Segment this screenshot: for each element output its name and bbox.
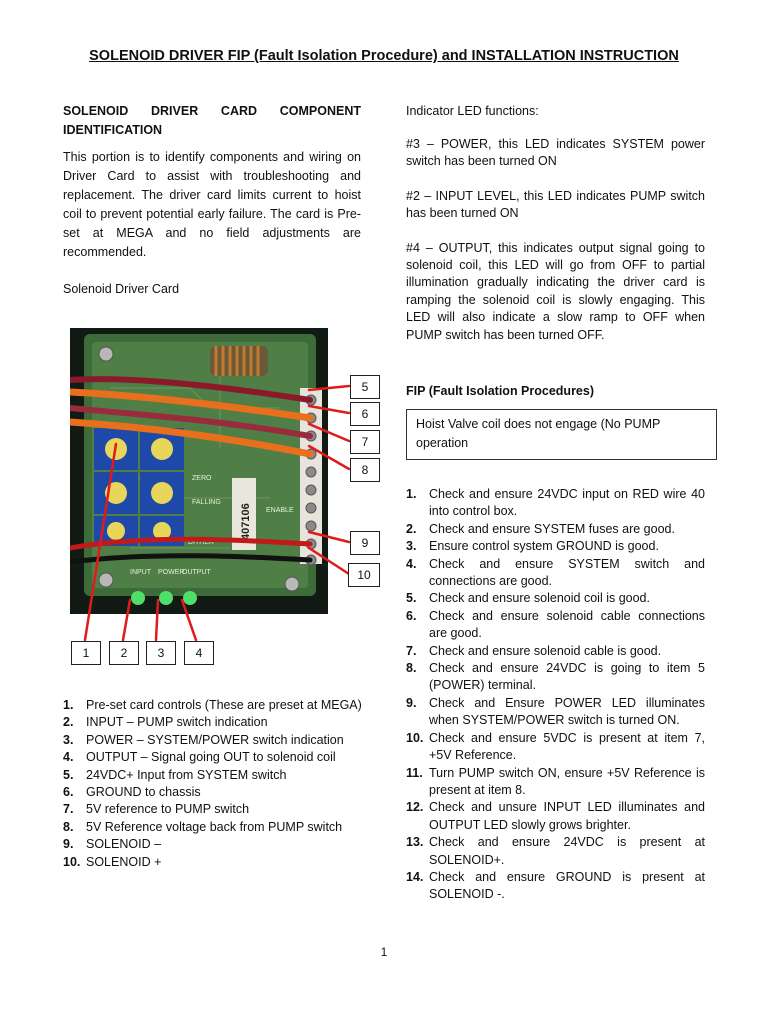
driver-card-figure <box>60 320 378 668</box>
figure-label: Solenoid Driver Card <box>63 282 180 296</box>
intro-paragraph: This portion is to identify components and wiring on Driver Card to assist with troubleshooting and replacement. The driver card limits current to hoist coil to prevent potential early failure. The card is Pre-set at MEGA and no field adjustments are recommended. <box>63 150 361 259</box>
list-item: 7. 5V reference to PUMP switch <box>63 802 250 817</box>
list-item: 10. Check and ensure 5VDC is present at item 7, +5V Reference. <box>406 730 705 763</box>
board-power-label: POWER <box>158 569 185 576</box>
list-item: 1. Check and ensure 24VDC input on RED wire 40 into control box. <box>406 487 705 519</box>
board-input-label: INPUT <box>130 569 151 576</box>
list-item: 8. Check and ensure 24VDC is going to item 5 (POWER) terminal. <box>406 661 705 693</box>
board-dither-label: DITHER <box>188 539 215 546</box>
list-item: 3. POWER – SYSTEM/POWER switch indication <box>63 732 344 747</box>
list-item: 4. Check and ensure SYSTEM switch and connections are good. <box>406 556 705 589</box>
driver-card-photo <box>70 328 328 614</box>
fault-condition-box: Hoist Valve coil does not engage (No PUMP operation <box>406 409 717 460</box>
list-item: 5. 24VDC+ Input from SYSTEM switch <box>63 767 287 782</box>
led-output-text: #4 – OUTPUT, this indicates output signal going to solenoid coil, this LED will go from OFF to partial illumination gradually indicating the driver card is ramping the solenoid coil is slowly engaging. This LED will also indicate a slow ramp to OFF when PUMP switch has been turned OFF. <box>406 240 705 342</box>
led-heading: Indicator LED functions: <box>406 104 539 118</box>
fip-heading: FIP (Fault Isolation Procedures) <box>406 384 594 399</box>
board-output-label: OUTPUT <box>182 569 211 576</box>
list-item: 8. 5V Reference voltage back from PUMP switch <box>63 819 343 834</box>
section-heading: SOLENOID DRIVER CARD COMPONENT IDENTIFICATION <box>63 104 361 137</box>
list-item: 11. Turn PUMP switch ON, ensure +5V Reference is present at item 8. <box>406 765 705 797</box>
document-title: SOLENOID DRIVER FIP (Fault Isolation Procedure) and INSTALLATION INSTRUCTION <box>89 48 679 64</box>
list-item: 5. Check and ensure solenoid coil is good. <box>406 591 650 606</box>
callout-7: 7 <box>350 430 380 454</box>
list-item: 9. Check and Ensure POWER LED illuminates when SYSTEM/POWER switch is turned ON. <box>406 695 705 728</box>
board-enable-label: ENABLE <box>266 507 294 514</box>
list-item: 4. OUTPUT – Signal going OUT to solenoid coil <box>63 750 336 765</box>
list-item: 2. INPUT – PUMP switch indication <box>63 715 268 730</box>
list-item: 13. Check and ensure 24VDC is present at SOLENOID+. <box>406 835 705 867</box>
board-serial-text: 407106 <box>240 503 252 540</box>
page-number: 1 <box>380 945 388 959</box>
led-input-text: #2 – INPUT LEVEL, this LED indicates PUMP switch has been turned ON <box>406 188 705 221</box>
list-item: 7. Check and ensure solenoid cable is good. <box>406 643 662 658</box>
board-zero-label: ZERO <box>192 475 212 482</box>
list-item: 9. SOLENOID – <box>63 837 162 852</box>
led-power-text: #3 – POWER, this LED indicates SYSTEM power switch has been turned ON <box>406 137 705 169</box>
led-and-fip-section <box>406 102 705 460</box>
callout-4: 4 <box>184 641 214 665</box>
component-list <box>63 697 363 871</box>
list-item: 14. Check and ensure GROUND is present at SOLENOID -. <box>406 869 705 902</box>
list-item: 12. Check and unsure INPUT LED illuminates and OUTPUT LED slowly grows brighter. <box>406 800 705 832</box>
callout-9: 9 <box>350 531 380 555</box>
list-item: 2. Check and ensure SYSTEM fuses are good. <box>406 521 675 536</box>
list-item: 6. Check and ensure solenoid cable connections are good. <box>406 608 705 641</box>
callout-10: 10 <box>348 563 380 587</box>
list-item: 3. Ensure control system GROUND is good. <box>406 539 659 554</box>
board-falling-label: FALLING <box>192 499 221 506</box>
component-identification-section <box>63 102 361 299</box>
callout-2: 2 <box>109 641 139 665</box>
list-item: 6. GROUND to chassis <box>63 785 201 800</box>
list-item: 1. Pre-set card controls (These are preset at MEGA) <box>63 698 362 712</box>
callout-6: 6 <box>350 402 380 426</box>
callout-1: 1 <box>71 641 101 665</box>
callout-5: 5 <box>350 375 380 399</box>
list-item: 10. SOLENOID + <box>63 854 162 869</box>
callout-3: 3 <box>146 641 176 665</box>
fip-steps-list <box>406 486 705 904</box>
callout-8: 8 <box>350 458 380 482</box>
